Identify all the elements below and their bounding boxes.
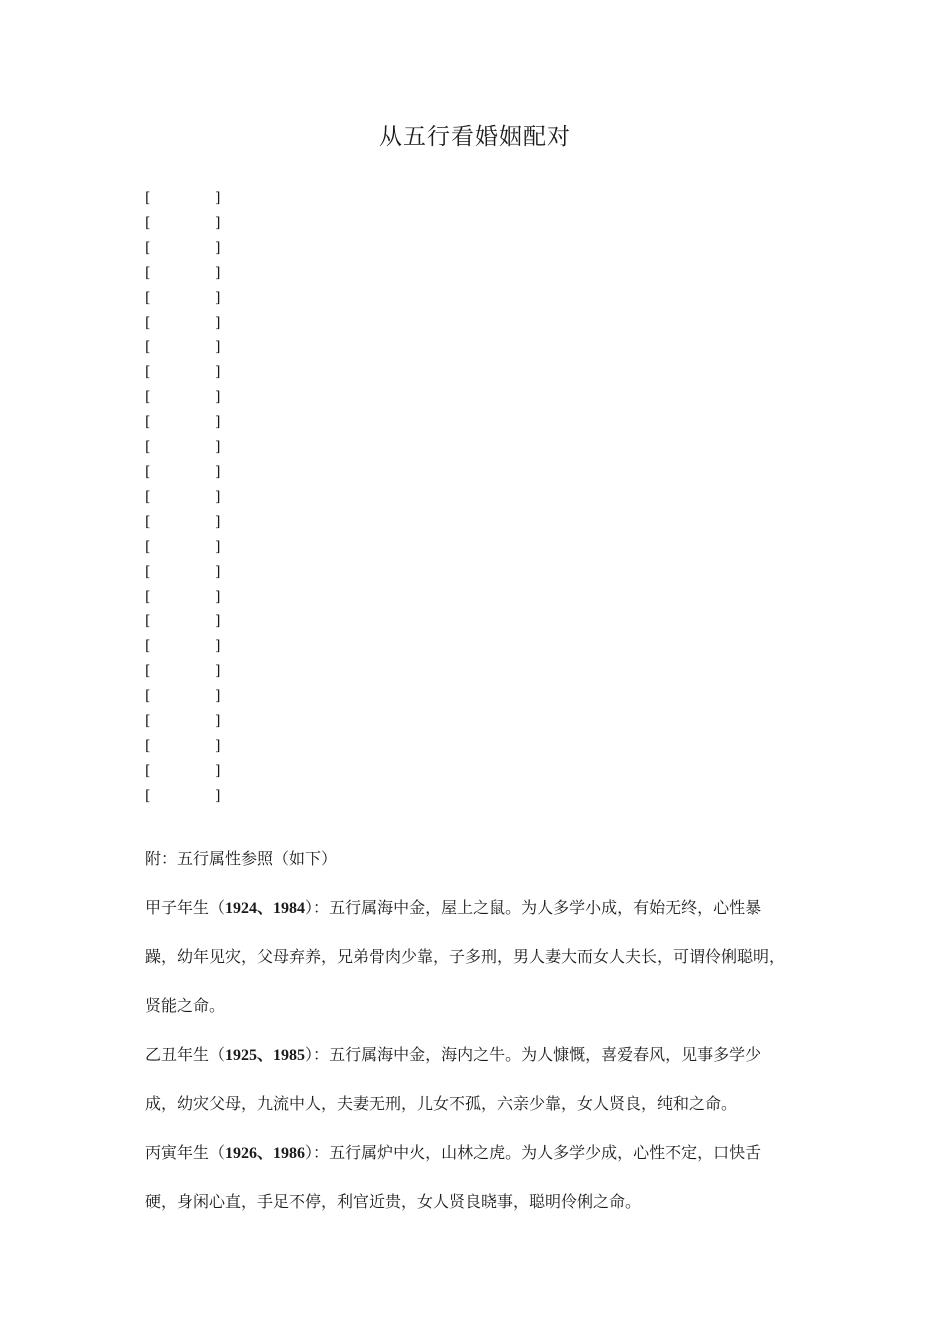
bracket-row	[145, 510, 265, 535]
bracket-row	[145, 460, 265, 485]
bracket-row	[145, 734, 265, 759]
bracket-row	[145, 236, 265, 261]
open-paren: （	[209, 898, 226, 917]
entry-name: 甲子年生	[145, 898, 210, 917]
bracket-row	[145, 585, 265, 610]
entry-first-line	[145, 894, 810, 943]
entry-first-line	[145, 1139, 810, 1188]
year-entries	[145, 894, 810, 1237]
close-bracket: ]	[215, 538, 221, 555]
open-bracket: [	[145, 663, 151, 680]
close-bracket: ]	[215, 314, 221, 331]
bracket-row	[145, 784, 265, 809]
bracket-row	[145, 286, 265, 311]
close-bracket: ]	[215, 713, 221, 730]
bracket-row	[145, 684, 265, 709]
bracket-row	[145, 261, 265, 286]
close-paren: ）：	[305, 898, 330, 917]
open-bracket: [	[145, 364, 151, 381]
close-paren: ）：	[305, 1143, 330, 1162]
close-bracket: ]	[215, 488, 221, 505]
close-bracket: ]	[215, 289, 221, 306]
open-bracket: [	[145, 289, 151, 306]
close-bracket: ]	[215, 364, 221, 381]
bracket-row	[145, 535, 265, 560]
year-entry	[145, 894, 810, 1041]
open-bracket: [	[145, 264, 151, 281]
open-bracket: [	[145, 762, 151, 779]
entry-first-line	[145, 1041, 810, 1090]
open-bracket: [	[145, 389, 151, 406]
close-bracket: ]	[215, 190, 221, 206]
bracket-row	[145, 634, 265, 659]
close-bracket: ]	[215, 439, 221, 456]
bracket-row	[145, 335, 265, 360]
bracket-row	[145, 186, 265, 211]
close-bracket: ]	[215, 414, 221, 431]
entry-description: 五行属海中金，屋上之鼠。为人多学小成，有始无终，心性暴	[329, 898, 762, 917]
open-bracket: [	[145, 314, 151, 331]
close-bracket: ]	[215, 214, 221, 231]
open-bracket: [	[145, 439, 151, 456]
bracket-row	[145, 609, 265, 634]
close-bracket: ]	[215, 613, 221, 630]
bracket-row	[145, 435, 265, 460]
close-bracket: ]	[215, 264, 221, 281]
entry-name: 丙寅年生	[145, 1143, 210, 1162]
close-bracket: ]	[215, 688, 221, 705]
close-paren: ）：	[305, 1045, 330, 1064]
bracket-row	[145, 485, 265, 510]
entry-continuation-line: 躁，幼年见灾，父母弃养，兄弟骨肉少靠，子多刑，男人妻大而女人夫长，可谓伶俐聪明，	[145, 947, 786, 966]
entry-name: 乙丑年生	[145, 1045, 210, 1064]
open-paren: （	[209, 1143, 226, 1162]
close-bracket: ]	[215, 663, 221, 680]
bracket-row	[145, 759, 265, 784]
open-bracket: [	[145, 463, 151, 480]
open-bracket: [	[145, 414, 151, 431]
close-bracket: ]	[215, 762, 221, 779]
open-bracket: [	[145, 737, 151, 754]
open-bracket: [	[145, 787, 151, 804]
appendix-heading: 附：五行属性参照（如下）	[145, 849, 338, 868]
bracket-row	[145, 385, 265, 410]
entry-years: 1926、1986	[225, 1145, 306, 1162]
entry-description: 五行属海中金，海内之牛。为人慷慨，喜爱春风，见事多学少	[329, 1045, 762, 1064]
open-bracket: [	[145, 513, 151, 530]
bracket-list	[145, 186, 265, 809]
bracket-row	[145, 659, 265, 684]
entry-continuation-line: 硬，身闲心直，手足不停，利官近贵，女人贤良晓事，聪明伶俐之命。	[145, 1192, 642, 1211]
open-bracket: [	[145, 563, 151, 580]
close-bracket: ]	[215, 339, 221, 356]
close-bracket: ]	[215, 239, 221, 256]
close-bracket: ]	[215, 638, 221, 655]
bracket-row	[145, 560, 265, 585]
open-bracket: [	[145, 588, 151, 605]
open-bracket: [	[145, 488, 151, 505]
close-bracket: ]	[215, 737, 221, 754]
entry-continuation-line: 成，幼灾父母，九流中人，夫妻无刑，儿女不孤，六亲少靠，女人贤良，纯和之命。	[145, 1094, 738, 1113]
open-bracket: [	[145, 339, 151, 356]
bracket-row	[145, 360, 265, 385]
year-entry	[145, 1139, 810, 1237]
bracket-row	[145, 211, 265, 236]
open-bracket: [	[145, 638, 151, 655]
close-bracket: ]	[215, 588, 221, 605]
entry-continuation-line: 贤能之命。	[145, 996, 226, 1015]
open-bracket: [	[145, 688, 151, 705]
open-bracket: [	[145, 239, 151, 256]
page-title: 从五行看婚姻配对	[379, 124, 571, 150]
open-paren: （	[209, 1045, 226, 1064]
close-bracket: ]	[215, 513, 221, 530]
entry-years: 1924、1984	[225, 900, 306, 917]
year-entry	[145, 1041, 810, 1139]
open-bracket: [	[145, 190, 151, 206]
bracket-row	[145, 709, 265, 734]
close-bracket: ]	[215, 787, 221, 804]
close-bracket: ]	[215, 563, 221, 580]
open-bracket: [	[145, 613, 151, 630]
bracket-row	[145, 311, 265, 336]
bracket-row	[145, 410, 265, 435]
close-bracket: ]	[215, 463, 221, 480]
open-bracket: [	[145, 713, 151, 730]
close-bracket: ]	[215, 389, 221, 406]
open-bracket: [	[145, 538, 151, 555]
entry-description: 五行属炉中火，山林之虎。为人多学少成，心性不定，口快舌	[329, 1143, 762, 1162]
open-bracket: [	[145, 214, 151, 231]
entry-years: 1925、1985	[225, 1047, 306, 1064]
